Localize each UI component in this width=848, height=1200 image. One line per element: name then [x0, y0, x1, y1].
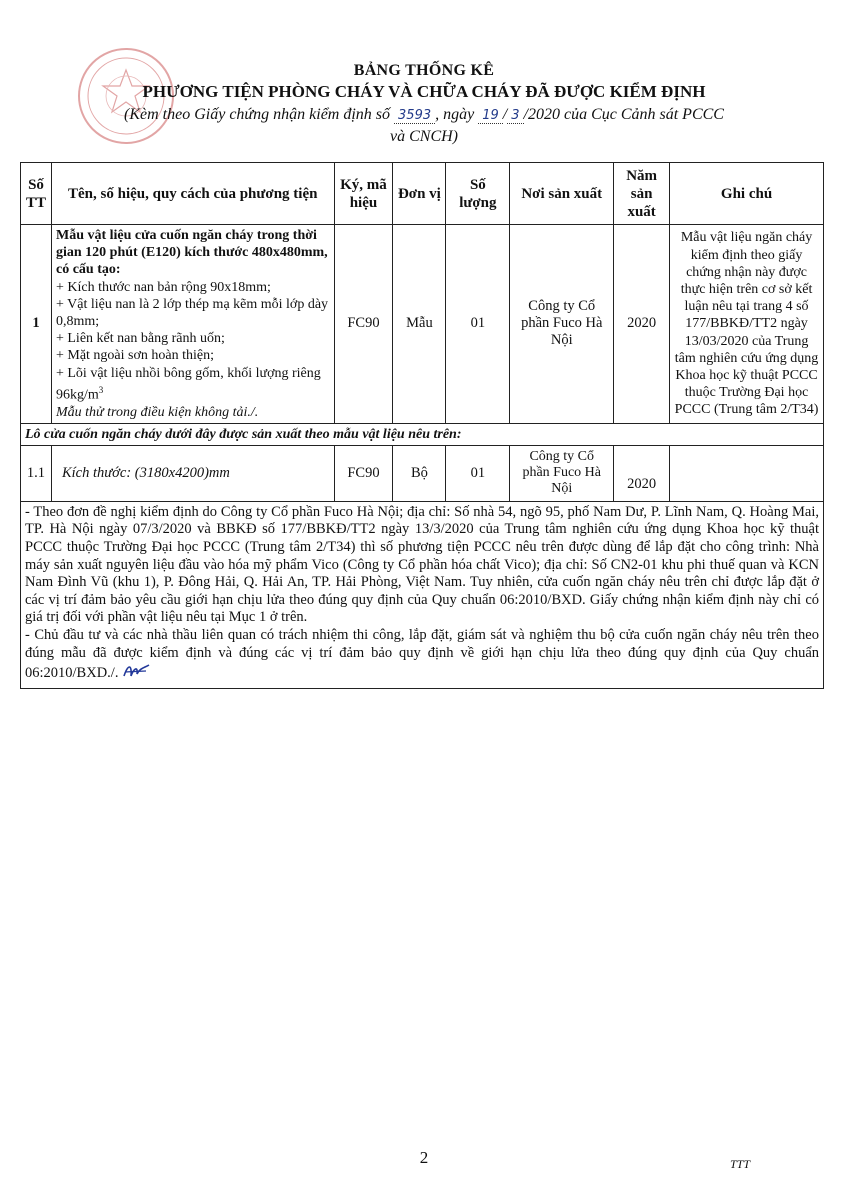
lot-heading: Lô cửa cuốn ngăn cháy dưới đây được sản xuất theo mẫu vật liệu nêu trên: — [21, 423, 824, 445]
page-number: 2 — [419, 1148, 429, 1167]
remark-paragraph-2: - Chủ đầu tư và các nhà thầu liên quan có trách nhiệm thi công, lắp đặt, giám sát và nghiệm thu bộ cửa cuốn ngăn cháy nêu trên theo đúng mẫu đã được kiểm định và đúng các vị trí đảm bảo quy định về giới hạn chịu lửa theo đúng quy định của Quy chuẩn 06:2010/BXD./. — [25, 627, 819, 686]
remarks — [21, 501, 824, 688]
col-header-quantity: Số lượng — [446, 163, 510, 225]
col-header-stt: Số TT — [21, 163, 52, 225]
row1-description — [51, 225, 334, 424]
signature-mark-icon — [122, 662, 152, 686]
row2-name: Kích thước: (3180x4200)mm — [51, 445, 334, 501]
remarks-row — [21, 501, 824, 688]
date-month: 3 — [507, 108, 523, 124]
row1-spec-note: Mẫu thử trong điều kiện không tải./. — [55, 404, 259, 420]
col-header-year: Năm sản xuất — [614, 163, 670, 225]
table-row — [21, 445, 824, 501]
row1-year: 2020 — [614, 225, 670, 424]
date-day: 19 — [478, 108, 503, 124]
remark-paragraph-1: - Theo đơn đề nghị kiểm định do Công ty Cổ phần Fuco Hà Nội; địa chỉ: Số nhà 54, ngõ 95, phố Nam Dư, P. Lĩnh Nam, Q. Hoàng Mai, TP. Hà Nội ngày 07/3/2020 và BBKĐ số 177/BBKĐ/TT2 ngày 13/3/2020 của Trung tâm nghiên cứu ứng dụng Khoa học kỹ thuật PCCC thuộc Trường Đại học PCCC (Trung tâm 2/T34) thì số phương tiện PCCC nêu trên được dùng để lắp đặt cho công trình: Nhà máy sản xuất nguyên liệu đầu vào hóa mỹ phẩm Vico (Công ty Cổ phần hóa chất Vico); địa chỉ: Số CN2-01 khu phi thuế quan và KCN Nam Đình Vũ (khu 1), P. Đông Hải, Q. Hải An, TP. Hải Phòng, Việt Nam. Tuy nhiên, cửa cuốn ngăn cháy nêu trên chỉ được lắp đặt ở các vị trí đảm bảo yêu cầu giới hạn chịu lửa theo đúng quy định của Quy chuẩn 06:2010/BXD. Giấy chứng nhận kiểm định này chỉ có giá trị đối với phần vật liệu nêu tại Mục 1 ở trên. — [25, 503, 819, 626]
col-header-unit: Đơn vị — [393, 163, 446, 225]
row1-spec-3: + Liên kết nan bằng rãnh uốn; — [55, 331, 225, 347]
row1-code: FC90 — [334, 225, 393, 424]
certificate-number: 3593 — [394, 108, 435, 124]
row2-stt: 1.1 — [21, 445, 52, 501]
row1-stt: 1 — [21, 225, 52, 424]
row2-unit: Bộ — [393, 445, 446, 501]
row1-spec-1: + Kích thước nan bản rộng 90x18mm; — [55, 279, 271, 295]
col-header-note: Ghi chú — [670, 163, 824, 225]
row1-spec-2: + Vật liệu nan là 2 lớp thép mạ kẽm mỗi lớp dày 0,8mm; — [55, 296, 329, 330]
document-title: BẢNG THỐNG KÊ — [353, 62, 495, 79]
table-row — [21, 225, 824, 424]
inspection-table — [20, 162, 824, 689]
col-header-code: Ký, mã hiệu — [334, 163, 393, 225]
row2-code: FC90 — [334, 445, 393, 501]
subtitle-suffix: /2020 của Cục Cảnh sát PCCC — [523, 106, 724, 123]
row1-spec-5: + Lõi vật liệu nhồi bông gốm, khối lượng riêng $96kg/m^3$ — [55, 365, 321, 403]
row1-spec-4: + Mặt ngoài sơn hoàn thiện; — [55, 348, 214, 364]
row2-year: 2020 — [614, 445, 670, 501]
row1-manufacturer: Công ty Cổ phần Fuco Hà Nội — [510, 225, 614, 424]
row1-note: Mẫu vật liệu ngăn cháy kiểm định theo giấy chứng nhận này được thực hiện trên cơ sở kết luận nêu tại trang 4 số 177/BBKĐ/TT2 ngày 13/03/2020 của Trung tâm nghiên cứu ứng dụng Khoa học kỹ thuật PCCC thuộc Trường Đại học PCCC (Trung tâm 2/T34) — [670, 225, 824, 424]
row1-unit: Mẫu — [393, 225, 446, 424]
document-subtitle: (Kèm theo Giấy chứng nhận kiểm định số 3593 , ngày 19 / 3 /2020 của Cục Cảnh sát PCCC và CNCH) — [124, 106, 724, 145]
lot-heading-row — [21, 423, 824, 445]
col-header-manufacturer: Nơi sản xuất — [510, 163, 614, 225]
row2-quantity: 01 — [446, 445, 510, 501]
subtitle-mid: ngày — [443, 106, 475, 123]
subtitle-prefix: (Kèm theo Giấy chứng nhận kiểm định số — [124, 106, 391, 123]
row1-quantity: 01 — [446, 225, 510, 424]
subtitle-line2: và CNCH) — [390, 128, 458, 145]
document-heading: PHƯƠNG TIỆN PHÒNG CHÁY VÀ CHỮA CHÁY ĐÃ ĐƯỢC KIỂM ĐỊNH — [142, 82, 706, 101]
initials: TTT — [730, 1157, 751, 1171]
col-header-name: Tên, số hiệu, quy cách của phương tiện — [51, 163, 334, 225]
row2-note — [670, 445, 824, 501]
row1-name: Mẫu vật liệu cửa cuốn ngăn cháy trong thời gian 120 phút (E120) kích thước 480x480mm, có cấu tạo: — [55, 228, 328, 278]
table-header-row — [21, 163, 824, 225]
row2-manufacturer: Công ty Cổ phần Fuco Hà Nội — [510, 445, 614, 501]
